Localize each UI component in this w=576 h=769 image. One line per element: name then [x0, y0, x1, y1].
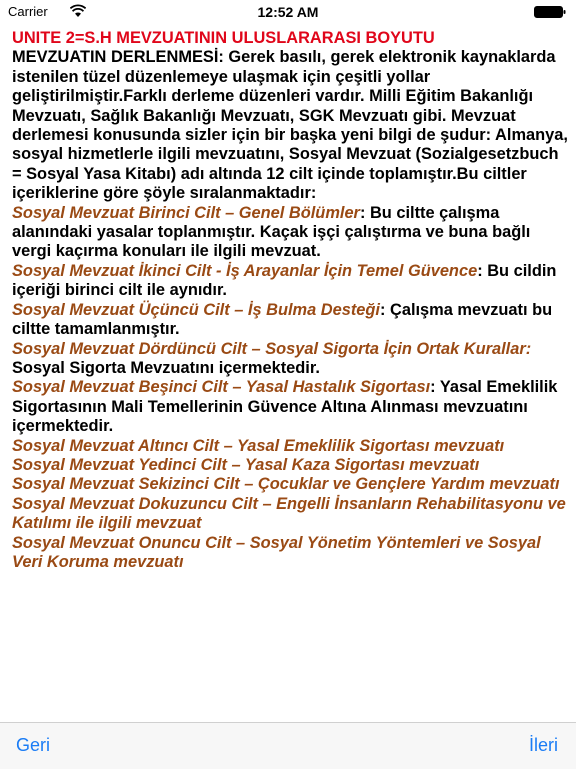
volume-title: Sosyal Mevzuat Birinci Cilt – Genel Bölümler — [12, 203, 360, 222]
volume-desc: Sosyal Sigorta Mevzuatını içermektedir. — [12, 358, 320, 377]
next-button[interactable]: İleri — [528, 735, 558, 755]
volume-title: Sosyal Mevzuat Dokuzuncu Cilt – Engelli İnsanların Rehabilitasyonu ve Katılımı ile ilgili mevzuat — [12, 494, 566, 533]
content-text — [12, 29, 568, 572]
volume-title: Sosyal Mevzuat Üçüncü Cilt – İş Bulma Desteği — [12, 300, 380, 319]
unit-title: UNITE 2=S.H MEVZUATININ ULUSLARARASI BOYUTU — [12, 29, 435, 47]
battery-icon — [534, 6, 566, 18]
volume-title: Sosyal Mevzuat Dördüncü Cilt – Sosyal Sigorta İçin Ortak Kurallar: — [12, 339, 532, 358]
volume-title: Sosyal Mevzuat Yedinci Cilt – Yasal Kaza Sigortası mevzuatı — [12, 455, 480, 474]
volume-desc: : Yasal Emeklilik Sigortasının Mali Temellerinin Güvence Altına Alınması mevzuatını içermektedir. — [12, 378, 558, 436]
volume-desc: : Bu cildin içeriği birinci cilt ile aynıdır. — [12, 261, 557, 300]
volume-title: Sosyal Mevzuat Sekizinci Cilt – Çocuklar ve Gençlere Yardım mevzuatı — [12, 475, 560, 494]
volume-title: Sosyal Mevzuat Beşinci Cilt – Yasal Hastalık Sigortası — [12, 378, 431, 397]
status-bar — [0, 0, 576, 24]
carrier-label: Carrier — [8, 4, 48, 19]
status-time: 12:52 AM — [257, 4, 319, 20]
back-button[interactable]: Geri — [16, 735, 51, 755]
intro-heading: MEVZUATIN DERLENMESİ — [12, 48, 219, 67]
volume-desc: : Bu ciltte çalışma alanındaki yasalar toplanmıştır. Kaçak işçi çalıştırma ve buna bağlı vergi kaçırma konuları ile ilgili mevzuat. — [12, 203, 531, 261]
bottom-toolbar — [0, 722, 576, 769]
volume-title: Sosyal Mevzuat Altıncı Cilt – Yasal Emeklilik Sigortası mevzuatı — [12, 436, 505, 455]
intro-text: : Gerek basılı, gerek elektronik kaynaklarda istenilen tüzel düzenlemeye ulaşmak için çeşitli yollar geliştirilmiştir.Farklı derleme düzenleri vardır. Milli Eğitim Bakanlığı Mevzuatı, Sağlık Bakanlığı Mevzuatı, SGK Mevzuatı gibi. Mevzuat derlemesi konusunda sizler için bir başka yeni bilgi de şudur: Almanya, sosyal hizmetlerle ilgili mevzuatını, Sosyal Mevzuat (Sozialgesetzbuch = Sosyal Yasa Kitabı) adı altında 12 cilt içinde toplamıştır.Bu ciltler içeriklerine göre şöyle sıralanmaktadır: — [12, 48, 568, 203]
volume-desc: : Çalışma mevzuatı bu ciltte tamamlanmıştır. — [12, 300, 553, 339]
volume-title: Sosyal Mevzuat Onuncu Cilt – Sosyal Yönetim Yöntemleri ve Sosyal Veri Koruma mevzuatı — [12, 533, 541, 571]
volume-title: Sosyal Mevzuat İkinci Cilt - İş Arayanlar İçin Temel Güvence — [12, 261, 478, 280]
